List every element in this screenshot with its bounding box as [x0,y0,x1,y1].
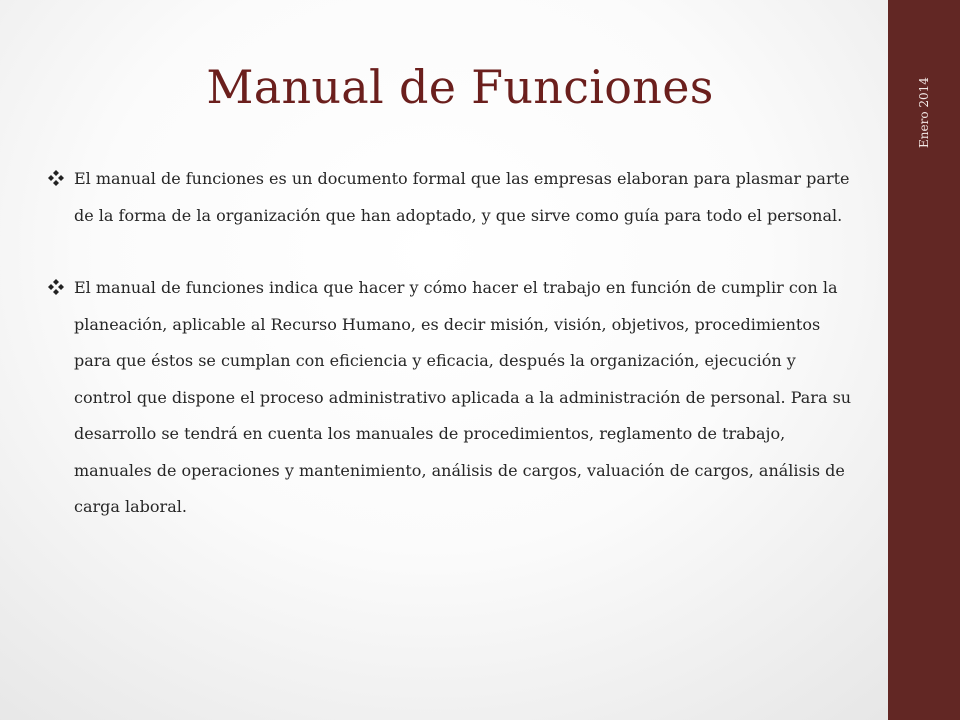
bullet-text: El manual de funciones indica que hacer y cómo hacer el trabajo en función de cumplir con la planeación, aplicable al Recurso Humano, es decir misión, visión, objetivos, procedimientos para que éstos se cumplan con eficiencia y eficacia, después la organización, ejecución y control que dispone el proceso administrativo aplicada a la administración de personal. Para su desarrollo se tendrá en cuenta los manuales de procedimientos, reglamento de trabajo, manuales de operaciones y mantenimiento, análisis de cargos, valuación de cargos, análisis de carga laboral. [74,278,852,516]
bullet-item [44,270,856,526]
bullet-list [44,161,856,526]
bullet-item [44,161,856,234]
slide-title: Manual de Funciones [206,60,714,114]
four-diamond-bullet-icon [47,169,65,187]
date-label: Enero 2014 [917,77,931,148]
bullet-text: El manual de funciones es un documento formal que las empresas elaboran para plasmar parte de la forma de la organización que han adoptado, y que sirve como guía para todo el personal. [74,169,850,225]
four-diamond-bullet-icon [47,278,65,296]
